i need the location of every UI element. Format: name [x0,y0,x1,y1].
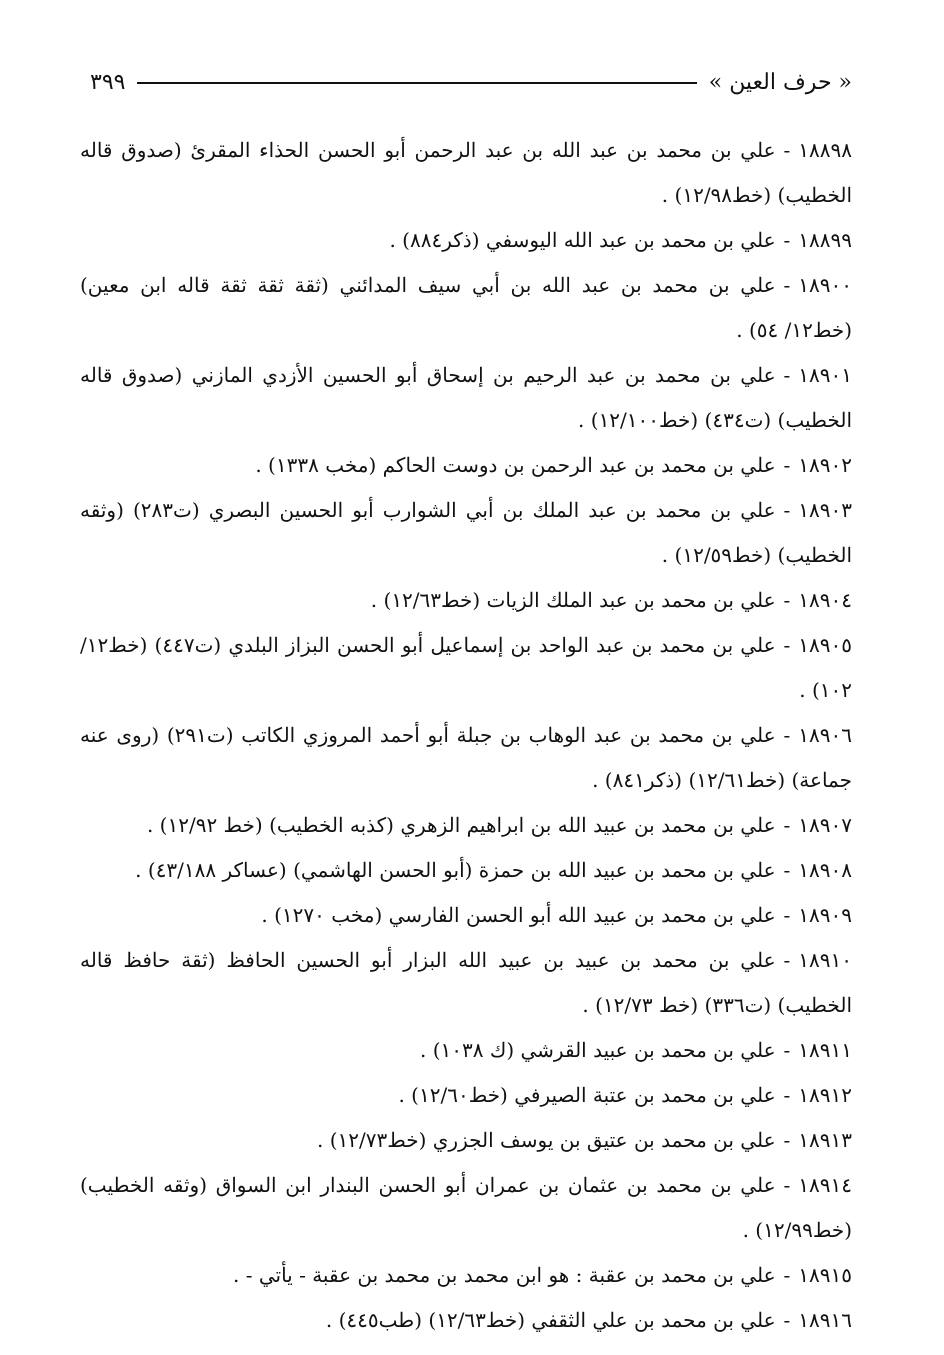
list-item: ١٨٩٠٢-علي بن محمد بن عبد الرحمن بن دوست الحاكم (مخب ١٣٣٨) . [255,453,852,477]
list-item: ١٨٩٠٧-علي بن محمد بن عبيد الله بن ابراهيم الزهري (كذبه الخطيب) (خط ١٢/٩٢) . [146,813,852,837]
list-item: ١٨٨٩٩-علي بن محمد بن عبد الله اليوسفي (ذكر٨٨٤) . [389,228,852,252]
list-item: ١٨٨٩٨-علي بن محمد بن عبد الله بن عبد الرحمن أبو الحسن الحذاء المقرئ (صدوق قاله الخطيب) (خط١٢/٩٨) . [80,138,852,207]
list-item: ١٨٩٠٨-علي بن محمد بن عبيد الله بن حمزة (أبو الحسن الهاشمي) (عساكر ٤٣/١٨٨) . [135,858,852,882]
entry-number: ١٨٩١٣ [798,1128,852,1152]
entry-text: علي بن محمد بن عبد الوهاب بن جبلة أبو أحمد المروزي الكاتب (ت٢٩١) (روى عنه جماعة) (خط١٢/٦١) (ذكر٨٤١) . [80,723,852,792]
entry-number: ١٨٩٠٤ [798,588,852,612]
list-item: ١٨٩١٦-علي بن محمد بن علي الثقفي (خط١٢/٦٣) (طب٤٤٥) . [325,1308,852,1332]
entry-text: علي بن محمد بن عبد الرحيم بن إسحاق أبو الحسين الأزدي المازني (صدوق قاله الخطيب) (ت٤٣٤) (خط١٢/١٠٠) . [80,363,852,432]
entry-number: ١٨٩٠٦ [798,723,852,747]
list-item: ١٨٩٠٩-علي بن محمد بن عبيد الله أبو الحسن الفارسي (مخب ١٢٧٠) . [261,903,852,927]
entry-text: علي بن محمد بن عبد الله بن أبي سيف المدائني (ثقة ثقة ثقة قاله ابن معين) (خط١٢/ ٥٤) . [80,273,852,342]
entry-number: ١٨٩١٥ [798,1263,852,1287]
entry-number: ١٨٩١٤ [798,1173,852,1197]
header-rule [137,82,696,84]
entry-text: علي بن محمد بن عبد الله اليوسفي (ذكر٨٨٤) . [389,228,776,252]
list-item: ١٨٩٠٥-علي بن محمد بن عبد الواحد بن إسماعيل أبو الحسن البزاز البلدي (ت٤٤٧) (خط١٢/ ١٠٢) . [80,633,852,702]
entry-text: علي بن محمد بن عبيد الله أبو الحسن الفارسي (مخب ١٢٧٠) . [261,903,776,927]
entry-text: علي بن محمد بن عبد الملك الزيات (خط١٢/٦٣) . [370,588,776,612]
entry-text: علي بن محمد بن عبد الرحمن بن دوست الحاكم (مخب ١٣٣٨) . [255,453,776,477]
entry-text: علي بن محمد بن عبد الملك بن أبي الشوارب أبو الحسين البصري (ت٢٨٣) (وثقه الخطيب) (خط١٢/٥٩) . [80,498,852,567]
list-item: ١٨٩١٥-علي بن محمد بن عقبة : هو ابن محمد بن محمد بن عقبة - يأتي - . [233,1263,852,1287]
list-item: ١٨٩٠٤-علي بن محمد بن عبد الملك الزيات (خط١٢/٦٣) . [370,588,852,612]
entry-text: علي بن محمد بن عتيق بن يوسف الجزري (خط١٢/٧٣) . [317,1128,776,1152]
entry-number: ١٨٩٠٩ [798,903,852,927]
entry-number: ١٨٩١٦ [798,1308,852,1332]
chapter-title: « حرف العين » [708,69,852,95]
entry-number: ١٨٩٠١ [798,363,852,387]
entry-number: ١٨٩١٢ [798,1083,852,1107]
entry-number: ١٨٨٩٩ [798,228,852,252]
entry-text: علي بن محمد بن عثمان بن عمران أبو الحسن البندار ابن السواق (وثقه الخطيب) (خط١٢/٩٩) . [80,1173,852,1242]
entry-text: علي بن محمد بن عقبة : هو ابن محمد بن محمد بن عقبة - يأتي - . [233,1263,776,1287]
entry-number: ١٨٨٩٨ [798,138,852,162]
list-item: ١٨٩١٣-علي بن محمد بن عتيق بن يوسف الجزري (خط١٢/٧٣) . [317,1128,852,1152]
entry-number: ١٨٩٠٧ [798,813,852,837]
entry-number: ١٨٩٠٠ [798,273,852,297]
entry-text: علي بن محمد بن عبيد القرشي (ك ١٠٣٨) . [420,1038,776,1062]
entry-text: علي بن محمد بن عبد الله بن عبد الرحمن أبو الحسن الحذاء المقرئ (صدوق قاله الخطيب) (خط١٢/٩٨) . [80,138,852,207]
entry-number: ١٨٩١١ [798,1038,852,1062]
entry-number: ١٨٩٠٨ [798,858,852,882]
list-item: ١٨٩١٠-علي بن محمد بن عبيد بن عبيد الله البزار أبو الحسين الحافظ (ثقة حافظ قاله الخطيب) (ت٣٣٦) (خط ١٢/٧٣) . [80,948,852,1017]
entry-number: ١٨٩٠٣ [798,498,852,522]
list-item: ١٨٩١٤-علي بن محمد بن عثمان بن عمران أبو الحسن البندار ابن السواق (وثقه الخطيب) (خط١٢/٩٩) . [80,1173,852,1242]
list-item: ١٨٩١٢-علي بن محمد بن عتبة الصيرفي (خط١٢/٦٠) . [398,1083,852,1107]
entry-text: علي بن محمد بن علي الثقفي (خط١٢/٦٣) (طب٤٤٥) . [325,1308,776,1332]
list-item: ١٨٩٠٣-علي بن محمد بن عبد الملك بن أبي الشوارب أبو الحسين البصري (ت٢٨٣) (وثقه الخطيب) (خط١٢/٥٩) . [80,498,852,567]
entry-text: علي بن محمد بن عبد الواحد بن إسماعيل أبو الحسن البزاز البلدي (ت٤٤٧) (خط١٢/ ١٠٢) . [80,633,852,702]
entry-list [80,128,852,1343]
entry-text: علي بن محمد بن عبيد بن عبيد الله البزار أبو الحسين الحافظ (ثقة حافظ قاله الخطيب) (ت٣٣٦) (خط ١٢/٧٣) . [80,948,852,1017]
entry-text: علي بن محمد بن عبيد الله بن حمزة (أبو الحسن الهاشمي) (عساكر ٤٣/١٨٨) . [135,858,776,882]
entry-number: ١٨٩٠٥ [798,633,852,657]
list-item: ١٨٩١١-علي بن محمد بن عبيد القرشي (ك ١٠٣٨) . [420,1038,852,1062]
list-item: ١٨٩٠٠-علي بن محمد بن عبد الله بن أبي سيف المدائني (ثقة ثقة ثقة قاله ابن معين) (خط١٢/ ٥٤) . [80,273,852,342]
entry-text: علي بن محمد بن عتبة الصيرفي (خط١٢/٦٠) . [398,1083,776,1107]
list-item: ١٨٩٠١-علي بن محمد بن عبد الرحيم بن إسحاق أبو الحسين الأزدي المازني (صدوق قاله الخطيب) (ت٤٣٤) (خط١٢/١٠٠) . [80,363,852,432]
entry-text: علي بن محمد بن عبيد الله بن ابراهيم الزهري (كذبه الخطيب) (خط ١٢/٩٢) . [146,813,776,837]
entry-number: ١٨٩٠٢ [798,453,852,477]
page-header [90,62,852,102]
list-item: ١٨٩٠٦-علي بن محمد بن عبد الوهاب بن جبلة أبو أحمد المروزي الكاتب (ت٢٩١) (روى عنه جماعة) (خط١٢/٦١) (ذكر٨٤١) . [80,723,852,792]
page-number: ٣٩٩ [90,69,126,95]
entry-number: ١٨٩١٠ [798,948,852,972]
